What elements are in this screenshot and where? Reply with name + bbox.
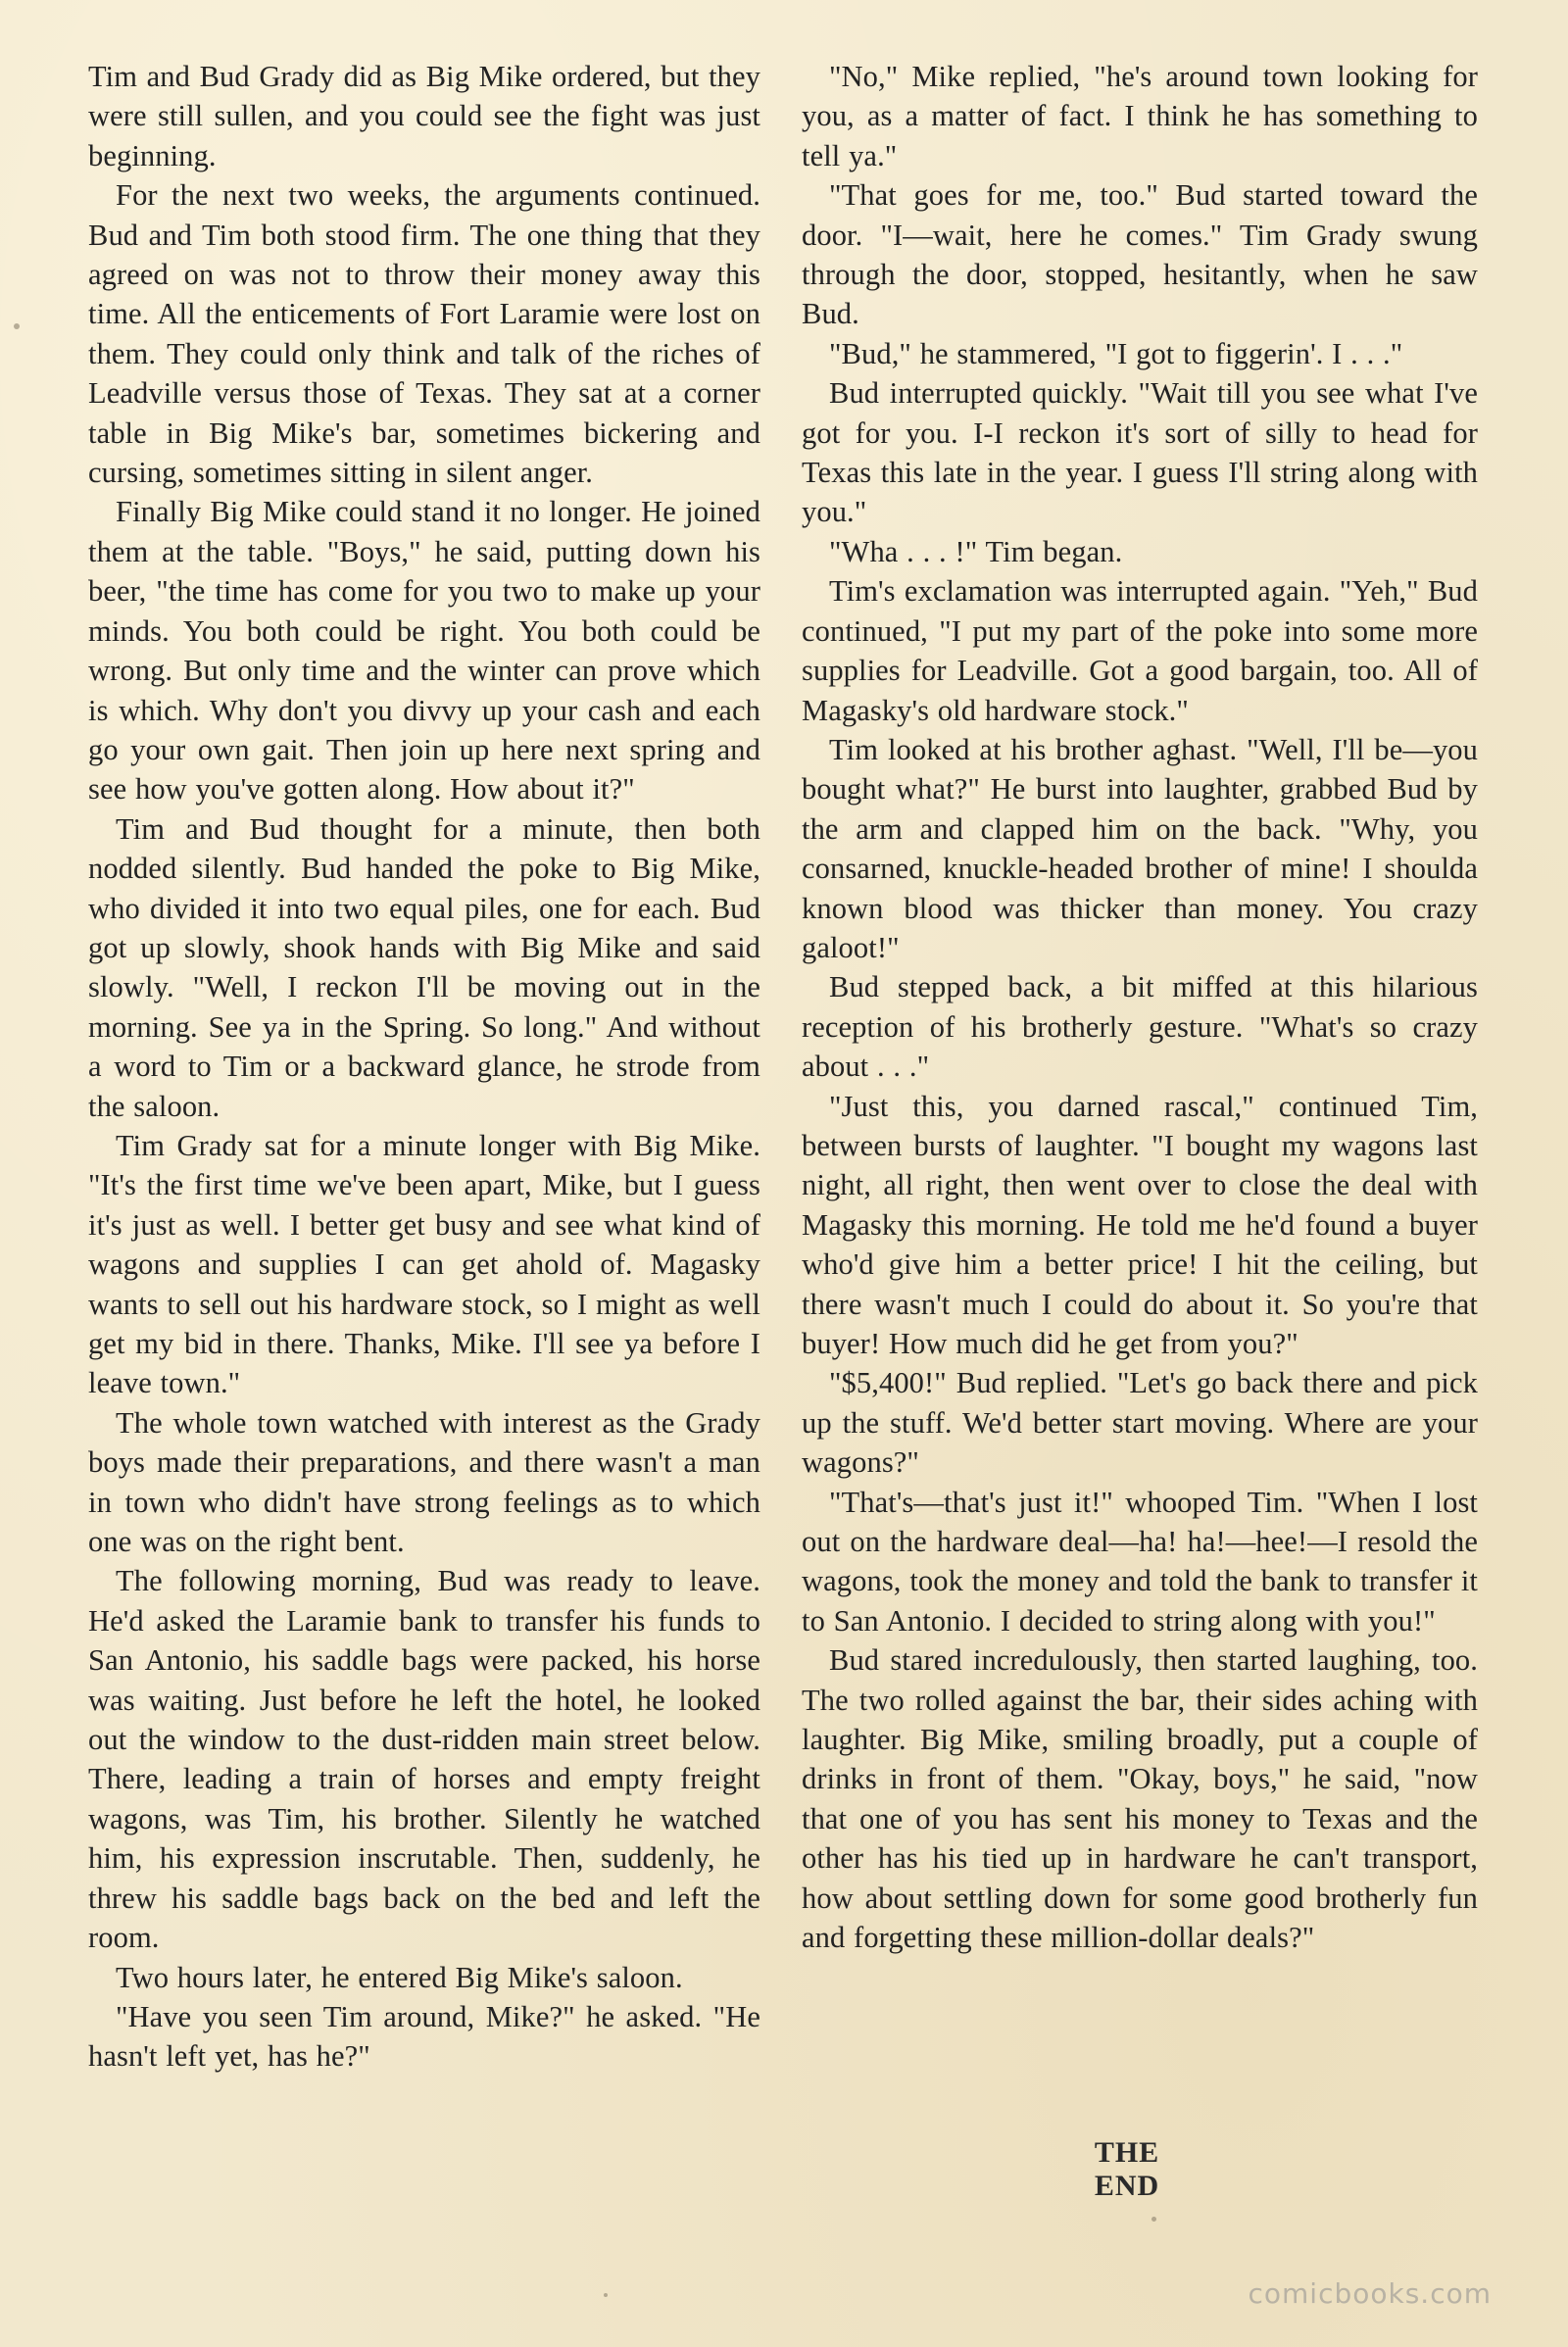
paragraph: Two hours later, he entered Big Mike's saloon. — [116, 1960, 683, 1994]
paragraph: For the next two weeks, the arguments continued. Bud and Tim both stood firm. The one thing that they agreed on was not to throw their money away this time. All the enticements of Fort Laramie were lost on them. They could only think and talk of the riches of Leadville versus those of Texas. They sat at a corner table in Big Mike's bar, sometimes bickering and cursing, sometimes sitting in silent anger. — [88, 178, 760, 490]
paper-speck — [604, 2293, 608, 2297]
paper-speck — [1152, 2217, 1156, 2222]
paragraph: Tim and Bud thought for a minute, then both nodded silently. Bud handed the poke to Big Mike, who divided it into two equal piles, one for each. Bud got up slowly, shook hands with Big Mike and said slowly. "Well, I reckon I'll be moving out in the morning. See ya in the Spring. So long." And without a word to Tim or a backward glance, he strode from the saloon. — [88, 811, 760, 1123]
right-text-column — [802, 57, 1478, 1958]
paragraph: "Have you seen Tim around, Mike?" he asked. "He hasn't left yet, has he?" — [88, 1999, 760, 2074]
paragraph: Tim Grady sat for a minute longer with Big Mike. "It's the first time we've been apart, Mike, but I guess it's just as well. I better get busy and see what kind of wagons and supplies I can get ahold of. Magasky wants to sell out his hardware stock, so I might as well get my bid in there. Thanks, Mike. I'll see ya before I leave town." — [88, 1128, 760, 1400]
paragraph: Tim's exclamation was interrupted again. "Yeh," Bud continued, "I put my part of the poke into some more supplies for Leadville. Got a good bargain, too. All of Magasky's old hardware stock." — [802, 574, 1478, 727]
site-watermark: comicbooks.com — [1248, 2277, 1492, 2310]
paragraph: "That's—that's just it!" whooped Tim. "When I lost out on the hardware deal—ha! ha!—hee!—I resold the wagons, took the money and told the bank to transfer it to San Antonio. I decided to string along with you!" — [802, 1485, 1478, 1638]
paragraph: "That goes for me, too." Bud started toward the door. "I—wait, here he comes." Tim Grady swung through the door, stopped, hesitantly, when he saw Bud. — [802, 178, 1478, 331]
paragraph: Bud stared incredulously, then started laughing, too. The two rolled against the bar, their sides aching with laughter. Big Mike, smiling broadly, put a couple of drinks in front of them. "Okay, boys," he said, "now that one of you has sent his money to Texas and the other has his tied up in hardware he can't transport, how about settling down for some good brotherly fun and forgetting these million-dollar deals?" — [802, 1643, 1478, 1955]
paragraph: The following morning, Bud was ready to leave. He'd asked the Laramie bank to transfer his funds to San Antonio, his saddle bags were packed, his horse was waiting. Just before he left the hotel, he looked out the window to the dust-ridden main street below. There, leading a train of horses and empty freight wagons, was Tim, his brother. Silently he watched him, his expression inscrutable. Then, suddenly, he threw his saddle bags back on the bed and left the room. — [88, 1564, 760, 1955]
paper-speck — [14, 323, 20, 329]
paragraph: Bud stepped back, a bit miffed at this hilarious reception of his brotherly gesture. "What's so crazy about . . ." — [802, 970, 1478, 1084]
paragraph: "Just this, you darned rascal," continued Tim, between bursts of laughter. "I bought my wagons last night, all right, then went over to close the deal with Magasky this morning. He told me he'd found a buyer who'd give him a better price! I hit the ceiling, but there wasn't much I could do about it. So you're that buyer! How much did he get from you?" — [802, 1089, 1478, 1360]
paragraph: The whole town watched with interest as the Grady boys made their preparations, and there wasn't a man in town who didn't have strong feelings as to which one was on the right bent. — [88, 1405, 760, 1559]
left-text-column — [88, 57, 760, 2077]
paragraph: Bud interrupted quickly. "Wait till you see what I've got for you. I-I reckon it's sort of silly to head for Texas this late in the year. I guess I'll string along with you." — [802, 376, 1478, 529]
paragraph: "$5,400!" Bud replied. "Let's go back there and pick up the stuff. We'd better start moving. Where are your wagons?" — [802, 1366, 1478, 1480]
the-end-label: THE END — [1094, 2136, 1160, 2202]
paragraph: "Bud," he stammered, "I got to figgerin'. I . . ." — [829, 336, 1403, 370]
paragraph: Finally Big Mike could stand it no longer. He joined them at the table. "Boys," he said, putting down his beer, "the time has come for you two to make up your minds. You both could be right. You both could be wrong. But only time and the winter can prove which is which. Why don't you divvy up your cash and each go your own gait. Then join up here next spring and see how you've gotten along. How about it?" — [88, 495, 760, 807]
paragraph: "Wha . . . !" Tim began. — [829, 534, 1123, 568]
paragraph: Tim and Bud Grady did as Big Mike ordered, but they were still sullen, and you could see the fight was just beginning. — [88, 60, 760, 172]
paragraph: "No," Mike replied, "he's around town looking for you, as a matter of fact. I think he has something to tell ya." — [802, 60, 1478, 172]
paragraph: Tim looked at his brother aghast. "Well, I'll be—you bought what?" He burst into laughter, grabbed Bud by the arm and clapped him on the back. "Why, you consarned, knuckle-headed brother of mine! I shoulda known blood was thicker than money. You crazy galoot!" — [802, 732, 1478, 964]
